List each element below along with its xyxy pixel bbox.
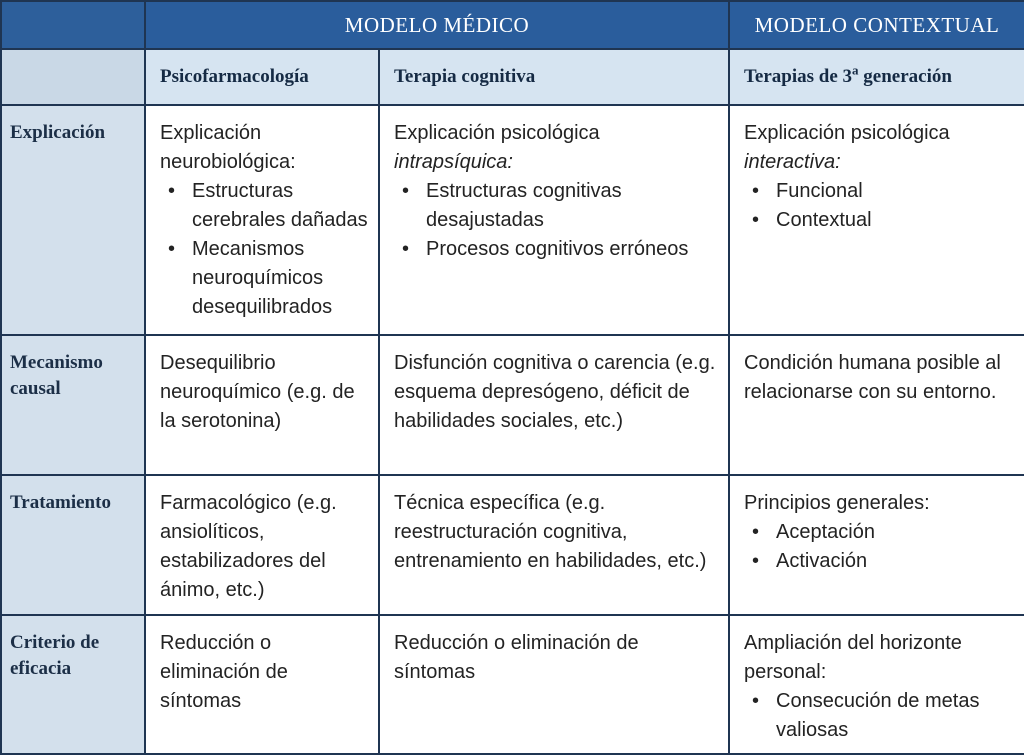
list-item: • Funcional (764, 177, 1014, 206)
model-header-row (1, 1, 1024, 49)
row-label-tratamiento: Tratamiento (1, 475, 145, 615)
cell-italic-text: interactiva: (744, 151, 841, 173)
col-terapias-sup: a (852, 62, 859, 78)
list-item: • Aceptación (764, 518, 1014, 547)
list-item: • Consecución de metas valiosas (764, 687, 1014, 745)
list-item: • Activación (764, 547, 1014, 576)
bullet-list (160, 177, 368, 322)
row-label-explicacion: Explicación (1, 105, 145, 335)
col-terapias-3-generacion (729, 49, 1024, 105)
list-item: • Procesos cognitivos erróneos (414, 235, 718, 264)
approach-header-row (1, 49, 1024, 105)
row-criterio (1, 615, 1024, 754)
corner-cell-sub (1, 49, 145, 105)
list-item: • Estructuras cerebrales dañadas (180, 177, 368, 235)
cell-tratamiento-tercera (729, 475, 1024, 615)
cell-criterio-tercera (729, 615, 1024, 754)
cell-mecanismo-psico: Desequilibrio neuroquímico (e.g. de la serotonina) (145, 335, 379, 475)
cell-tratamiento-cognitiva: Técnica específica (e.g. reestructuración cognitiva, entrenamiento en habilidades, etc.) (379, 475, 729, 615)
col-psicofarmacologia: Psicofarmacología (145, 49, 379, 105)
modelo-contextual-header: MODELO CONTEXTUAL (729, 1, 1024, 49)
col-terapias-post: generación (858, 66, 952, 87)
cell-tratamiento-psico: Farmacológico (e.g. ansiolíticos, estabilizadores del ánimo, etc.) (145, 475, 379, 615)
row-label-mecanismo: Mecanismo causal (1, 335, 145, 475)
row-mecanismo (1, 335, 1024, 475)
cell-criterio-cognitiva: Reducción o eliminación de síntomas (379, 615, 729, 754)
cell-text: Explicación psicológica (744, 122, 950, 144)
bullet-list (744, 177, 1014, 235)
list-item: • Contextual (764, 206, 1014, 235)
bullet-list (744, 687, 1014, 745)
cell-text: Ampliación del horizonte personal: (744, 632, 962, 683)
cell-mecanismo-tercera: Condición humana posible al relacionarse con su entorno. (729, 335, 1024, 475)
row-explicacion (1, 105, 1024, 335)
corner-cell (1, 1, 145, 49)
cell-text: Explicación psicológica (394, 122, 600, 144)
cell-mecanismo-cognitiva: Disfunción cognitiva o carencia (e.g. esquema depresógeno, déficit de habilidades sociales, etc.) (379, 335, 729, 475)
col-terapia-cognitiva: Terapia cognitiva (379, 49, 729, 105)
cell-text: Explicación neurobiológica: (160, 122, 296, 173)
bullet-list (744, 518, 1014, 576)
list-item: • Mecanismos neuroquímicos desequilibrados (180, 235, 368, 322)
cell-explicacion-cognitiva (379, 105, 729, 335)
cell-criterio-psico: Reducción o eliminación de síntomas (145, 615, 379, 754)
cell-explicacion-psico (145, 105, 379, 335)
bullet-list (394, 177, 718, 264)
row-tratamiento (1, 475, 1024, 615)
cell-explicacion-tercera (729, 105, 1024, 335)
cell-text: Principios generales: (744, 492, 930, 514)
modelo-medico-header: MODELO MÉDICO (145, 1, 729, 49)
row-label-criterio: Criterio de eficacia (1, 615, 145, 754)
col-terapias-pre: Terapias de 3 (744, 66, 853, 87)
cell-italic-text: intrapsíquica: (394, 151, 513, 173)
list-item: • Estructuras cognitivas desajustadas (414, 177, 718, 235)
